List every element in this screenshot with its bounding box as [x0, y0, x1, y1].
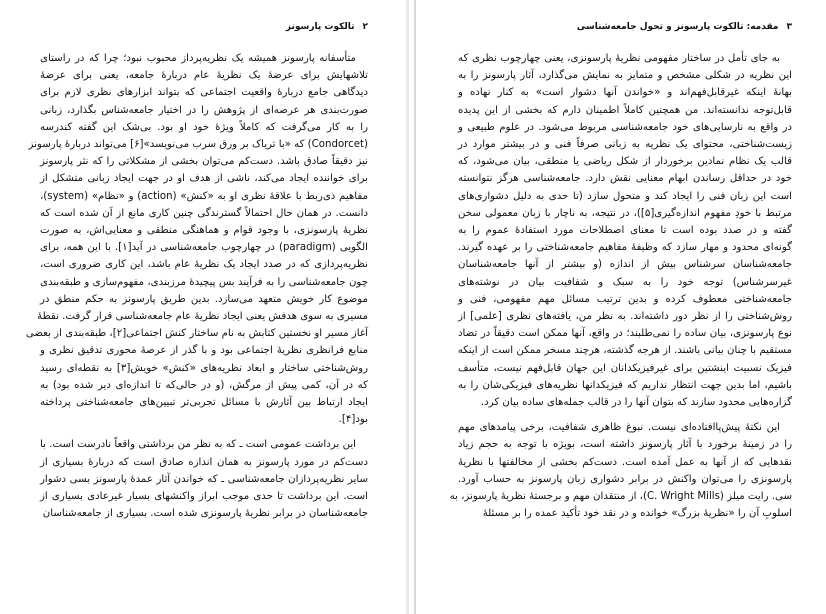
text-line: به جای تأمل در ساختار مفهومی نظریهٔ پارسونزی، یعنی چهارچوب نظری که: [458, 53, 780, 64]
text-line: برای خواننده ایجاد می‌کند، ناشی از هدف او در جهت ایجاد زبانی متشکل از: [40, 173, 368, 185]
text-line: نظریه‌پردازی که در صدد ایجاد یک نظریهٔ عام باشد، این کاری ضروری است،: [40, 259, 368, 271]
text-line: را به کار می‌گرفت که کاملاً ویژهٔ خود او بود. بی‌شک این گفته کندرسه: [40, 121, 368, 133]
text-line: نقدهایی که از آنها به عمل آمده است. دست‌کم بخشی از مخالفتها با نظریهٔ: [458, 456, 792, 468]
text-line: در واقع به نارسایی‌های خود جامعه‌شناسی مربوط می‌شود. در علوم طبیعی و: [458, 121, 792, 133]
running-header: [458, 22, 792, 32]
text-line: است. این برداشت تا حدی موجب ابراز واکنشهای بسیار غیرعادی بسیاری از: [40, 491, 368, 503]
text-line: دیدگاهی جامع دربارهٔ واقعیت اجتماعی که بتواند ابزارهای نظری لازم برای: [40, 87, 368, 99]
text-line: جامعه‌شناسان سرشناس بیش از اندازه (و بیشتر از آنها جامعه‌شناسان: [458, 259, 792, 271]
text-line: غیرسرشناس) توجه خود را به سبک و شفافیت بیان در نوشته‌های: [458, 276, 792, 288]
text-line: تلاشهایش برای عرضهٔ یک نظریهٔ عام دربارهٔ جامعه، یعنی برای عرضهٔ: [40, 70, 368, 82]
text-line: گفته و در صدد بوده است تا معنای اصطلاحات مورد استفادهٔ عموم را به: [458, 225, 792, 237]
text-line: گونه‌ای محدود و مهار سازد که وظیفهٔ مفاهیم جامعه‌شناختی را بر عهده گیرند.: [458, 242, 792, 254]
text-line: دست‌کم در مورد پارسونز به همان اندازه صادق است که دربارهٔ بسیاری از: [40, 456, 368, 468]
text-line: آغاز مسیر او نخستین کتابش به نام ساختار کنش اجتماعی[۲]، طبقه‌بندی از بعضی: [25, 328, 368, 340]
text-line: گزاره‌هایی محدود سازند که بتوان آنها را در قالب جمله‌های ساده بیان کرد.: [480, 397, 792, 409]
text-line: نیز دقیقاً صادق باشد. دست‌کم می‌توان بخشی از مشکلاتی را که نثر پارسونز: [40, 156, 368, 168]
text-line: قابل‌توجه ندانسته‌اند. من همچنین کاملاً اطمینان دارم که بخشی از این پدیده: [458, 104, 792, 116]
text-line: روش‌شناختی ساختار و ابعاد نظریه‌های «کنش» خویش[۳] به نقطه‌ای رسید: [40, 362, 368, 374]
text-line: نظریهٔ پارسونزی، با وجود قوام و هماهنگی منطقی و معنایی‌اش، به صورت: [40, 225, 368, 237]
text-line: جامعه‌شناسان در برابر نظریهٔ پارسونزی شده است. بسیاری از جامعه‌شناسان: [42, 508, 368, 520]
text-line: چون جامعه‌شناسی را به فرآیند بس پیچیدهٔ مرزبندی، مفهوم‌سازی و طبقه‌بندی: [40, 276, 368, 288]
page-number: ۳: [786, 22, 792, 32]
paragraph: [25, 50, 369, 428]
text-line: نوع پارسونزی، بیان ساده را نمی‌طلبند؛ در واقع، آنها ممکن است دقیقاً در تضاد: [458, 328, 792, 340]
text-line: مستقیم با چنان بیانی باشند. از هرجه گذشته، هرچند مسخر ممکن است از اینکه: [457, 345, 792, 357]
text-line: موضوع کار خویش متعهد می‌سازد. بدین طریق پارسونز به حکم منطق در: [40, 293, 368, 305]
paragraph: [40, 436, 368, 522]
text-line: منابع فرانظری نظریهٔ اجتماعی بود و با گذر از عرصهٔ محوری تدقیق نظری و: [40, 345, 368, 357]
page-number: ۲: [362, 22, 368, 32]
text-line: قالب یک نظام نمادین برخوردار از شکل ریاضی یا منطقی، بیان می‌شود، که: [458, 156, 792, 168]
text-line: پارسونزی را می‌توان واکنش در برابر دشواری زبان پارسونز به حساب آورد.: [458, 473, 792, 485]
text-line: باشیم، اما بدین جهت انتظار نداریم که فیزیکدانها نظریه‌های فیزیکی‌شان را به: [458, 379, 792, 391]
text-line: بود[۴].: [338, 414, 368, 426]
text-line: صورت‌بندی هر عرصه‌ای از پژوهش را در اختیار جامعه‌شناس بگذارد، زبانی: [40, 104, 368, 116]
book-gutter: [406, 0, 418, 614]
text-line: مسیری به سوی هدفش یعنی ایجاد نظریهٔ عام جامعه‌شناسی قرار گرفت. نقطهٔ: [37, 311, 368, 323]
text-line: این برداشت عمومی است ـ که به نظر من برداشتی واقعاً نادرست است. با: [40, 439, 356, 451]
paragraph: [449, 419, 792, 522]
text-line: اسلوبِ آن را «نظریهٔ بزرگ» خوانده و در نقد خود تأکید عمده را بر مسئلهٔ: [482, 508, 792, 520]
running-header: [40, 22, 368, 32]
text-line: الگویی (paradigm) در چهارچوب جامعه‌شناسی در آید[۱]. با این همه، برای: [40, 242, 368, 254]
text-line: زیست‌شناختی، محتوای یک نظریه به زبانی صرفاً فنی و در بیشتر موارد در: [458, 139, 792, 151]
text-line: روش‌شناختی را از نظر دور داشته‌اند. به نظر من، یافته‌های نظری [علمی] از: [458, 311, 792, 323]
text-line: مفاهیم ذی‌ربط با علاقهٔ نظری او به «کنش» (action) و «نظام» (system)،: [40, 190, 369, 202]
text-line: متأسفانه پارسونز همیشه یک نظریه‌پرداز محبوب نبود؛ چرا که در راستای: [40, 53, 356, 64]
text-line: این نکتهٔ پیش‌پاافتاده‌ای نیست. نبوغ ظاهری شفافیت، برخی پیامدهای مهم: [458, 422, 780, 434]
text-line: جامعه‌شناختی معطوف کرده و بدین ترتیب مسائل مهم مفهومی، فنی و: [458, 293, 792, 305]
text-line: (Condorcet) که «با تریاک بر ورق سرب می‌نویسد»[۶] می‌تواند دربارهٔ پارسونز: [28, 139, 368, 151]
text-line: ایجاد ارتباط بین آثارش با مسائل تجربی‌تر تبیین‌های جامعه‌شناختی پرداخته: [40, 397, 368, 409]
page-body: [25, 50, 369, 522]
text-line: سایر نظریه‌پردازان جامعه‌شناسی ـ که خواندن آثار عمدهٔ پارسونز بسی دشوار: [40, 473, 368, 485]
text-line: بهانهٔ اینکه غیرقابل‌فهم‌اند و «خواندن آنها دشوار است» به کنار نهاده و: [458, 87, 792, 99]
running-head: مقدمه: تالکوت پارسونز و تحول جامعه‌شناسی: [576, 22, 779, 32]
page-body: [449, 50, 792, 522]
text-line: خود در حداقل رساندن ابهام معنایی نقش دارد. جامعه‌شناسی هرگز نتوانسته: [458, 173, 792, 185]
text-line: مرتبط با خودِ مفهوم اندازه‌گیری[۵])، در نتیجه، به ناچار با زبان معمولی سخن: [458, 207, 792, 219]
left-page: [0, 0, 406, 614]
text-line: سی. رایت میلز (C. Wright Mills)، از منتقدان مهم و برجستهٔ نظریهٔ پارسونز، به: [449, 491, 792, 503]
text-line: که در آن، کمی پیش از مرگش، (و در حالی‌که تا اندازه‌ای دیر شده بود) به: [40, 379, 368, 391]
text-line: این نظریه در شکلی مشخص و متمایز به نمایش می‌گذارد، آثار پارسونز را به: [458, 70, 792, 82]
text-line: است این زبان فنی را ایجاد کند و متحول سازد (تا حدی به دلیل دشواری‌های: [458, 190, 792, 202]
right-page: [418, 0, 826, 614]
text-line: دانست. در همان حال احتمالاً گسترندگی چنین کاری مانع از آن شده است که: [40, 207, 368, 219]
paragraph: [458, 50, 792, 411]
running-head: تالکوت پارسونز: [285, 22, 355, 32]
text-line: را در زمینهٔ برخورد با آثار پارسونز داشته است، بویژه با توجه به حجم زیاد: [458, 439, 792, 451]
text-line: فیزیک نسبیت اینشتین برای غیرفیزیکدانان این جهان قابل‌فهم نیست، متأسف: [458, 362, 792, 374]
